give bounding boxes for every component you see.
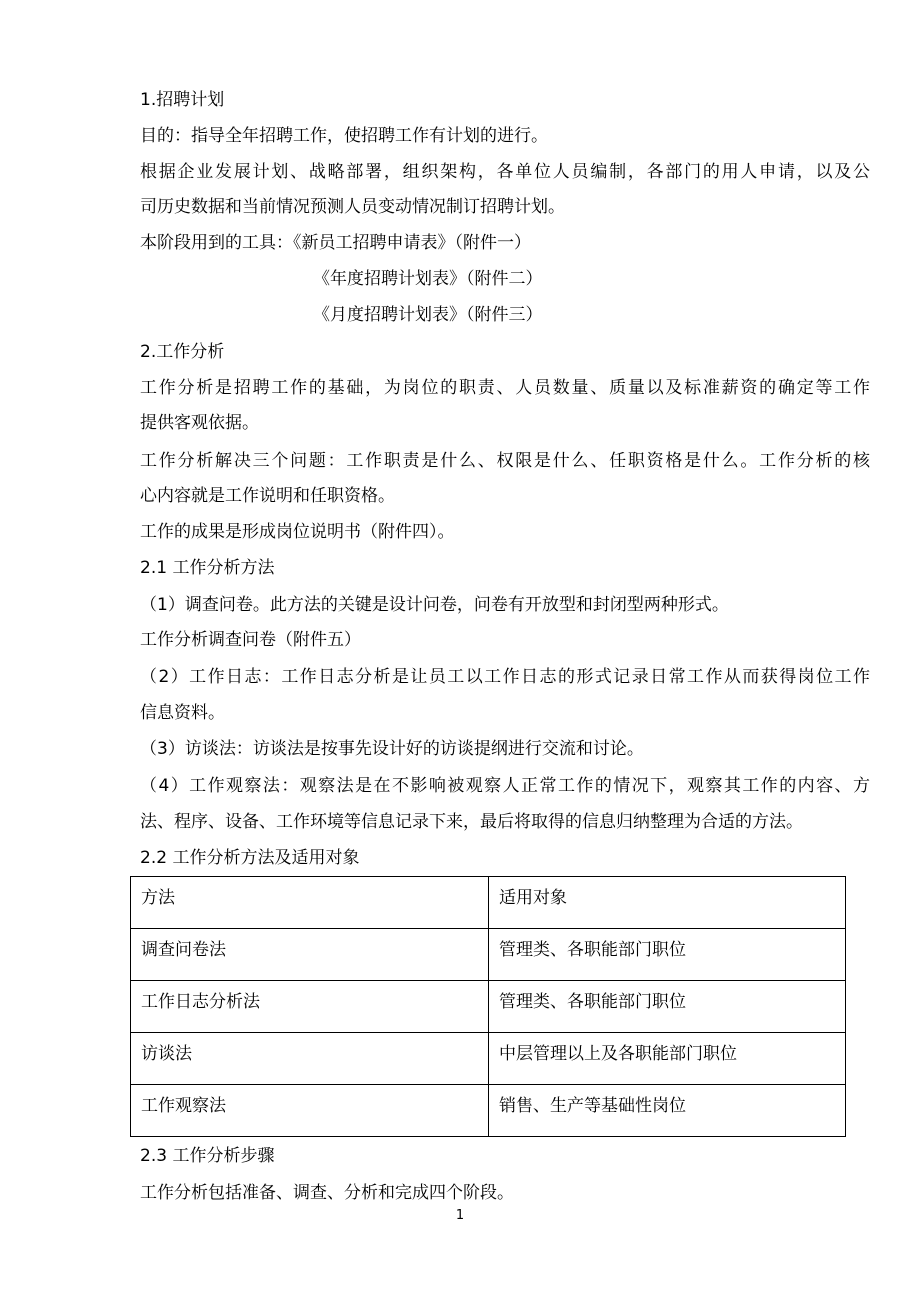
heading-2-1: 2.1 工作分析方法 [140,558,275,578]
table-cell: 管理类、各职能部门职位 [489,929,846,981]
paragraph-line: 工作的成果是形成岗位说明书（附件四）。 [140,522,455,542]
paragraph-line: 心内容就是工作说明和任职资格。 [140,486,395,506]
table-cell: 管理类、各职能部门职位 [489,981,846,1033]
table-header-cell: 适用对象 [489,877,846,929]
table-row [131,981,846,1033]
paragraph-line: （2）工作日志：工作日志分析是让员工以工作日志的形式记录日常工作从而获得岗位工作 [140,667,870,687]
paragraph-line: 本阶段用到的工具：《新员工招聘申请表》（附件一） [140,233,531,253]
paragraph-line: 法、程序、设备、工作环境等信息记录下来，最后将取得的信息归纳整理为合适的方法。 [140,812,803,832]
table-header-row [131,877,846,929]
paragraph-line: （4）工作观察法：观察法是在不影响被观察人正常工作的情况下，观察其工作的内容、方 [140,776,870,796]
heading-job-analysis: 2.工作分析 [140,342,225,362]
paragraph-line: 工作分析包括准备、调查、分析和完成四个阶段。 [140,1183,514,1203]
paragraph-line: 工作分析是招聘工作的基础，为岗位的职责、人员数量、质量以及标准薪资的确定等工作 [140,378,870,398]
paragraph-line: 《年度招聘计划表》（附件二） [313,269,543,289]
paragraph-line: （1）调查问卷。此方法的关键是设计问卷，问卷有开放型和封闭型两种形式。 [140,595,729,615]
paragraph-line: 提供客观依据。 [140,413,259,433]
page-number: 1 [455,1208,465,1223]
paragraph-line: 根据企业发展计划、战略部署，组织架构，各单位人员编制，各部门的用人申请，以及公 [140,162,870,182]
paragraph-line: 工作分析调查问卷（附件五） [140,630,361,650]
table-row [131,1033,846,1085]
table-row [131,929,846,981]
paragraph-line: 目的：指导全年招聘工作，使招聘工作有计划的进行。 [140,126,548,146]
paragraph-line: 司历史数据和当前情况预测人员变动情况制订招聘计划。 [140,197,565,217]
heading-2-3: 2.3 工作分析步骤 [140,1146,275,1166]
table-header-cell: 方法 [131,877,489,929]
table-row [131,1085,846,1137]
paragraph-line: 信息资料。 [140,703,225,723]
paragraph-line: 《月度招聘计划表》（附件三） [313,305,543,325]
paragraph-line: （3）访谈法：访谈法是按事先设计好的访谈提纲进行交流和讨论。 [140,739,644,759]
heading-2-2: 2.2 工作分析方法及适用对象 [140,848,360,868]
heading-recruitment-plan: 1.招聘计划 [140,90,225,110]
paragraph-line: 工作分析解决三个问题：工作职责是什么、权限是什么、任职资格是什么。工作分析的核 [140,451,870,471]
methods-table [130,876,846,1137]
table-cell: 销售、生产等基础性岗位 [489,1085,846,1137]
table-cell: 工作日志分析法 [131,981,489,1033]
table-cell: 访谈法 [131,1033,489,1085]
table-cell: 中层管理以上及各职能部门职位 [489,1033,846,1085]
table-cell: 工作观察法 [131,1085,489,1137]
table-cell: 调查问卷法 [131,929,489,981]
